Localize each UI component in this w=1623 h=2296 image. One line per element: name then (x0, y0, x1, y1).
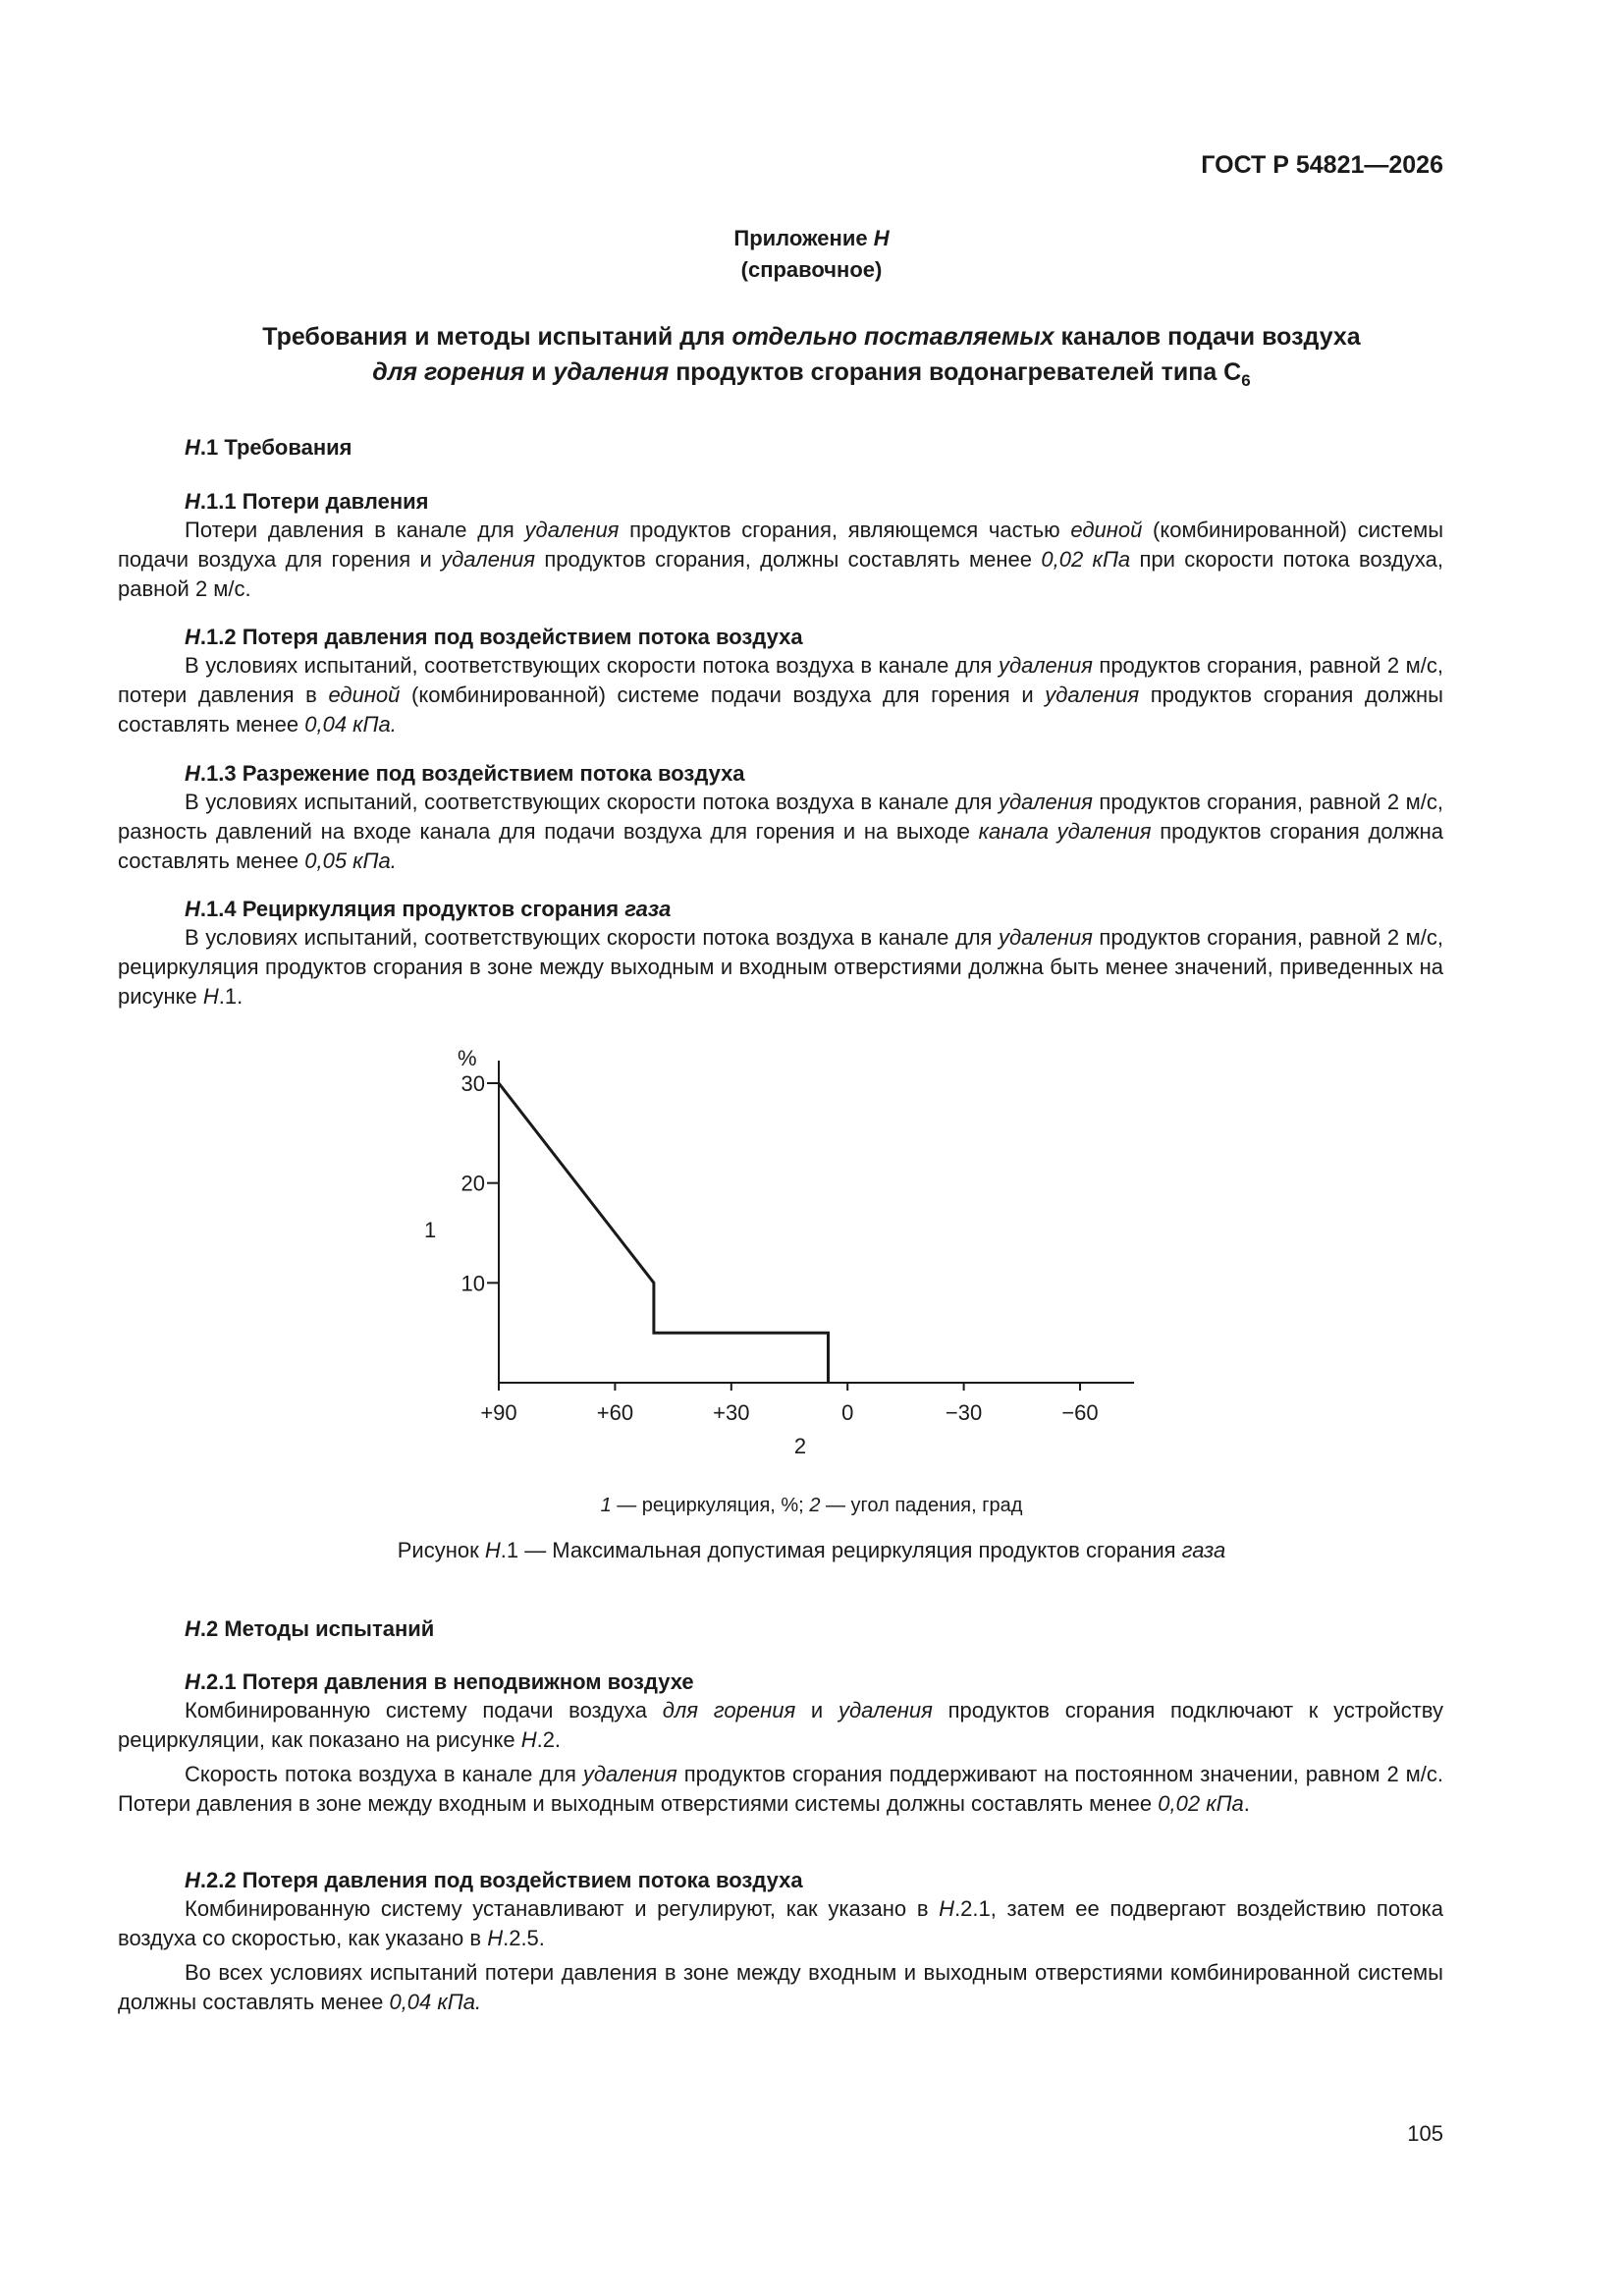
section-heading-h1-1: Н.1.1 Потери давления (185, 489, 429, 514)
figure-caption: Рисунок Н.1 — Максимальная допустимая рециркуляция продуктов сгорания газа (397, 1538, 1226, 1562)
y-axis-label: 1 (424, 1218, 437, 1242)
y-unit-label: % (458, 1046, 477, 1070)
x-tick-label: +60 (596, 1400, 634, 1425)
section-heading-h1-2: Н.1.2 Потеря давления под воздействием потока воздуха (185, 625, 803, 649)
annex-title: Требования и методы испытаний для отдельно поставляемых каналов подачи воздуха для горения и удаления продуктов сгорания водонагревателей типа $С_6$ (262, 323, 1361, 390)
x-tick-label: +90 (480, 1400, 517, 1425)
document-code: ГОСТ Р 54821—2026 (1201, 151, 1443, 179)
section-heading-h2: Н.2 Методы испытаний (185, 1616, 435, 1641)
y-tick-label: 10 (460, 1271, 485, 1296)
recirculation-chart (412, 1031, 1159, 1463)
recirculation-series-line (499, 1083, 829, 1383)
paragraph-h2-2-b: Во всех условиях испытаний потери давления в зоне между входным и выходным отверстиями комбинированной системы должны составлять менее 0,04 кПа. (118, 1960, 1443, 2014)
paragraph-h2-1-a: Комбинированную систему подачи воздуха для горения и удаления продуктов сгорания подключают к устройству рециркуляции, как показано на рисунке Н.2. (118, 1698, 1443, 1752)
x-ticks (480, 1383, 1098, 1425)
x-axis-label: 2 (793, 1434, 807, 1458)
paragraph-h1-1: Потери давления в канале для удаления продуктов сгорания, являющемся частью единой (комбинированной) системы подачи воздуха для горения и удаления продуктов сгорания, должны составлять менее 0,02 кПа при скорости потока воздуха, равной 2 м/с. (118, 518, 1444, 601)
paragraph-h1-3: В условиях испытаний, соответствующих скорости потока воздуха в канале для удаления продуктов сгорания, равной 2 м/с, разность давлений на входе канала для подачи воздуха для горения и на выходе канала удаления продуктов сгорания должна составлять менее 0,05 кПа. (118, 790, 1443, 873)
x-tick-label: −60 (1061, 1400, 1099, 1425)
x-tick-label: +30 (713, 1400, 750, 1425)
paragraph-h1-2: В условиях испытаний, соответствующих скорости потока воздуха в канале для удаления продуктов сгорания, равной 2 м/с, потери давления в единой (комбинированной) системе подачи воздуха для горения и удаления продуктов сгорания должны составлять менее 0,04 кПа. (118, 653, 1443, 737)
section-heading-h1-3: Н.1.3 Разрежение под воздействием потока воздуха (185, 761, 745, 786)
y-tick-label: 30 (460, 1071, 485, 1096)
annex-kind: (справочное) (740, 257, 883, 282)
annex-label: Приложение Н (733, 226, 890, 250)
section-heading-h2-2: Н.2.2 Потеря давления под воздействием потока воздуха (185, 1868, 803, 1892)
x-tick-label: 0 (841, 1400, 854, 1425)
section-heading-h1: Н.1 Требования (185, 435, 352, 460)
y-tick-label: 20 (460, 1171, 485, 1196)
x-tick-label: −30 (945, 1400, 983, 1425)
page-number: 105 (1407, 2121, 1443, 2146)
paragraph-h2-2-a: Комбинированную систему устанавливают и регулируют, как указано в Н.2.1, затем ее подвергают воздействию потока воздуха со скоростью, как указано в Н.2.5. (118, 1896, 1443, 1950)
paragraph-h2-1-b: Скорость потока воздуха в канале для удаления продуктов сгорания поддерживают на постоянном значении, равном 2 м/с. Потери давления в зоне между входным и выходным отверстиями системы должны составлять менее 0,02 кПа. (118, 1762, 1443, 1816)
y-ticks (461, 1071, 499, 1295)
paragraph-h1-4: В условиях испытаний, соответствующих скорости потока воздуха в канале для удаления продуктов сгорания, равной 2 м/с, рециркуляция продуктов сгорания в зоне между выходным и входным отверстиями должна быть менее значений, приведенных на рисунке Н.1. (118, 925, 1443, 1009)
section-heading-h2-1: Н.2.1 Потеря давления в неподвижном воздухе (185, 1669, 694, 1694)
figure-legend: 1 — рециркуляция, %; 2 — угол падения, град (600, 1495, 1023, 1516)
section-heading-h1-4: Н.1.4 Рециркуляция продуктов сгорания газа (185, 897, 672, 921)
